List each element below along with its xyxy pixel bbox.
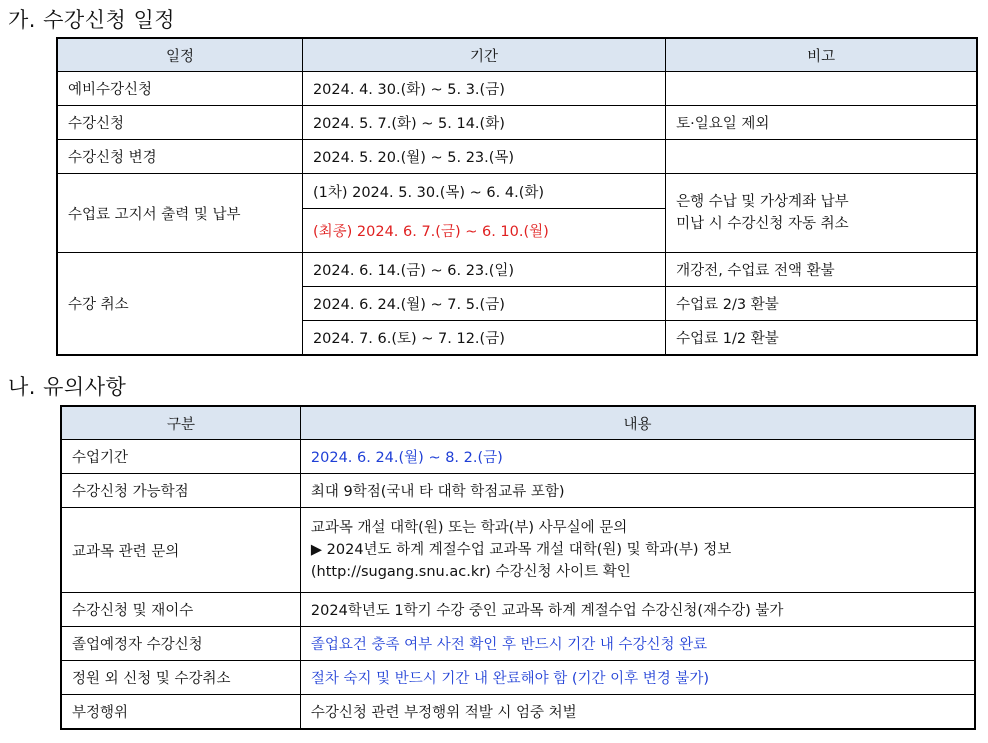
section2-title: 나. 유의사항 — [8, 375, 127, 399]
row-note: 개강전, 수업료 전액 환불 — [666, 253, 977, 287]
header-category: 구분 — [61, 406, 300, 440]
header-note: 비고 — [666, 38, 977, 72]
row-label: 수업료 고지서 출력 및 납부 — [57, 174, 302, 253]
note-line: 미납 시 수강신청 자동 취소 — [676, 216, 849, 232]
row-period: 2024. 7. 6.(토) ~ 7. 12.(금) — [302, 321, 665, 356]
row-label: 수강신청 — [57, 106, 302, 140]
table-header-row — [57, 38, 977, 72]
row-content-multiline — [300, 508, 975, 593]
header-content: 내용 — [300, 406, 975, 440]
row-note: 토·일요일 제외 — [666, 106, 977, 140]
table-row — [57, 174, 977, 209]
row-period-first: (1차) 2024. 5. 30.(목) ~ 6. 4.(화) — [302, 174, 665, 209]
row-label: 수강신청 변경 — [57, 140, 302, 174]
table-row — [61, 593, 975, 627]
table-row — [57, 140, 977, 174]
row-note-multiline — [666, 174, 977, 253]
table-row — [61, 474, 975, 508]
table-header-row — [61, 406, 975, 440]
row-period: 2024. 6. 14.(금) ~ 6. 23.(일) — [302, 253, 665, 287]
row-label: 수업기간 — [61, 440, 300, 474]
row-note — [666, 72, 977, 106]
row-label: 부정행위 — [61, 695, 300, 730]
row-label: 수강신청 가능학점 — [61, 474, 300, 508]
row-label: 교과목 관련 문의 — [61, 508, 300, 593]
row-content: 2024. 6. 24.(월) ~ 8. 2.(금) — [300, 440, 975, 474]
schedule-table — [56, 37, 978, 356]
table-row — [61, 440, 975, 474]
row-note: 수업료 2/3 환불 — [666, 287, 977, 321]
row-label: 정원 외 신청 및 수강취소 — [61, 661, 300, 695]
row-label: 졸업예정자 수강신청 — [61, 627, 300, 661]
row-period-final: (최종) 2024. 6. 7.(금) ~ 6. 10.(월) — [302, 209, 665, 253]
row-period: 2024. 4. 30.(화) ~ 5. 3.(금) — [302, 72, 665, 106]
content-line: (http://sugang.snu.ac.kr) 수강신청 사이트 확인 — [310, 564, 631, 580]
row-note — [666, 140, 977, 174]
header-period: 기간 — [302, 38, 665, 72]
table-row — [61, 661, 975, 695]
row-content: 졸업요건 충족 여부 사전 확인 후 반드시 기간 내 수강신청 완료 — [300, 627, 975, 661]
row-content: 2024학년도 1학기 수강 중인 교과목 하계 계절수업 수강신청(재수강) 불가 — [300, 593, 975, 627]
table-row — [57, 106, 977, 140]
row-label: 수강신청 및 재이수 — [61, 593, 300, 627]
row-note: 수업료 1/2 환불 — [666, 321, 977, 356]
note-line: 은행 수납 및 가상계좌 납부 — [676, 194, 849, 210]
table-row — [61, 508, 975, 593]
content-line: 교과목 개설 대학(원) 또는 학과(부) 사무실에 문의 — [310, 520, 628, 536]
row-label: 예비수강신청 — [57, 72, 302, 106]
table-row — [61, 627, 975, 661]
table-row — [57, 72, 977, 106]
row-content: 최대 9학점(국내 타 대학 학점교류 포함) — [300, 474, 975, 508]
row-period: 2024. 5. 20.(월) ~ 5. 23.(목) — [302, 140, 665, 174]
row-period: 2024. 5. 7.(화) ~ 5. 14.(화) — [302, 106, 665, 140]
row-label: 수강 취소 — [57, 253, 302, 356]
header-schedule: 일정 — [57, 38, 302, 72]
section1-title: 가. 수강신청 일정 — [8, 8, 176, 32]
row-period: 2024. 6. 24.(월) ~ 7. 5.(금) — [302, 287, 665, 321]
table-row — [61, 695, 975, 730]
row-content: 수강신청 관련 부정행위 적발 시 엄중 처벌 — [300, 695, 975, 730]
table-row — [57, 253, 977, 287]
notes-table — [60, 405, 976, 730]
content-line: ▶ 2024년도 하계 계절수업 교과목 개설 대학(원) 및 학과(부) 정보 — [310, 542, 732, 558]
row-content: 절차 숙지 및 반드시 기간 내 완료해야 함 (기간 이후 변경 불가) — [300, 661, 975, 695]
